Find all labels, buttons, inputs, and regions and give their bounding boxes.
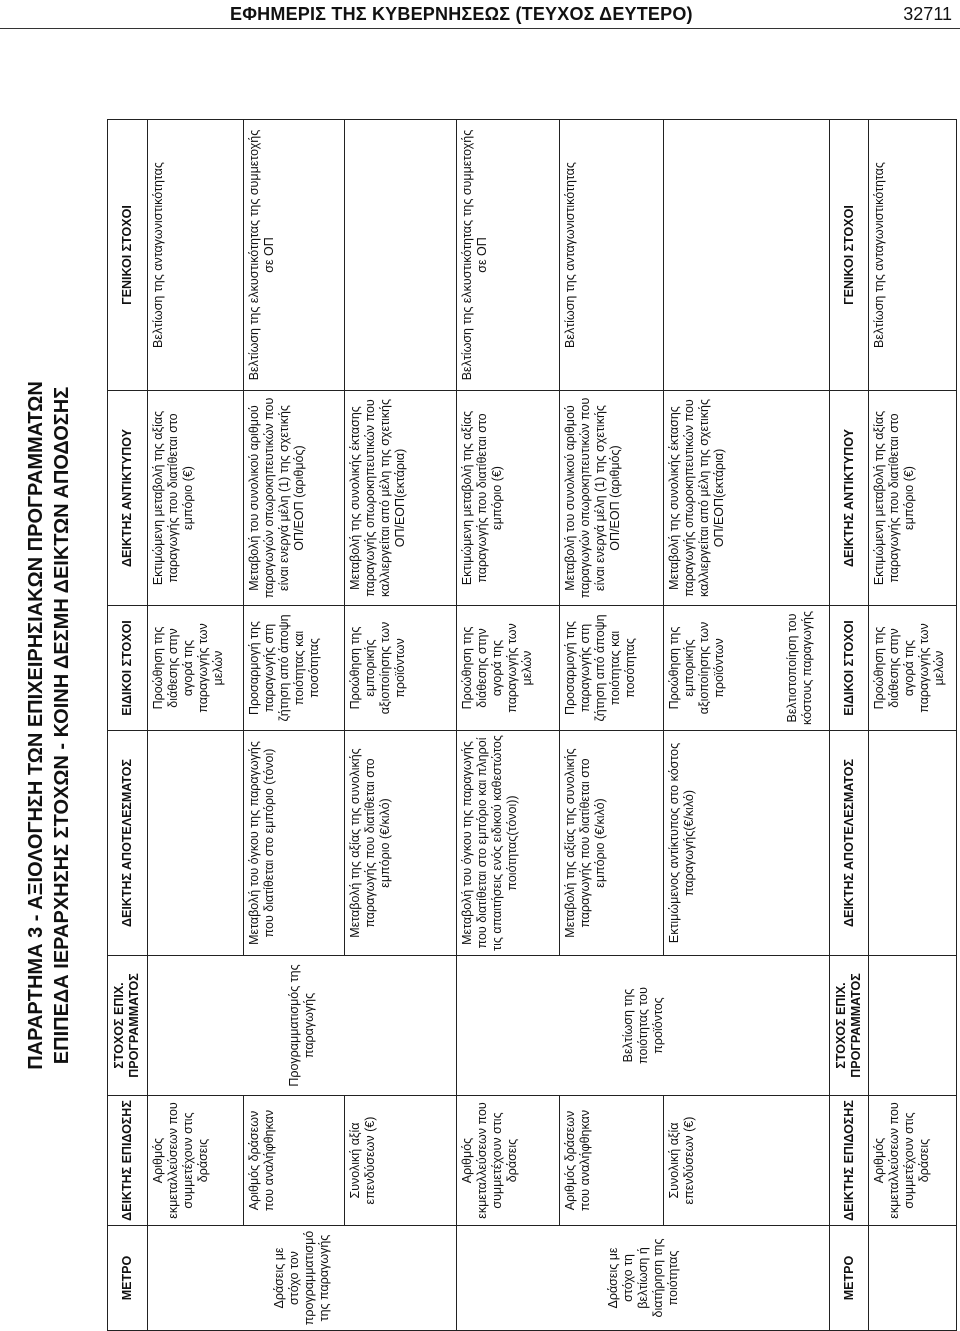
apotelesma-cell: Μεταβολή του όγκου της παραγωγής που διατίθεται στο εμπόριο (τόνοι): [243, 731, 344, 956]
col-header-deiktis-apotelesmatos: ΔΕΙΚΤΗΣ ΑΠΟΤΕΛΕΣΜΑΤΟΣ: [829, 731, 869, 956]
col-header-deiktis-apotelesmatos: ΔΕΙΚΤΗΣ ΑΠΟΤΕΛΕΣΜΑΤΟΣ: [108, 731, 148, 956]
col-header-genikoi-stoxoi: ΓΕΝΙΚΟΙ ΣΤΟΧΟΙ: [829, 120, 869, 391]
apotelesma-cell: [869, 731, 957, 956]
deiktis-epidosis-cell: Αριθμός εκμεταλλεύσεων που συμμετέχουν στις δράσεις: [147, 1096, 243, 1226]
eidikoi-stoxoi-cell: Προώθηση της εμπορικής αξιοποίησης των προϊόντων: [345, 606, 457, 731]
table-row: [243, 120, 344, 1331]
annex-title: [3, 120, 103, 1331]
indicators-table: [107, 119, 957, 1331]
col-header-metro: ΜΕΤΡΟ: [108, 1226, 148, 1331]
apotelesma-cell: Μεταβολή της αξίας της συνολικής παραγωγής που διατίθεται στο εμπόριο (€/κιλό): [559, 731, 664, 956]
stoxos-cell: Βελτίωση της ποιότητας του προϊόντος: [457, 956, 830, 1096]
genikoi-stoxoi-cell: Βελτίωση της ελκυστικότητας της συμμετοχής σε ΟΠ: [457, 120, 560, 391]
apotelesma-cell: Μεταβολή του όγκου της παραγωγής που διατίθεται στο εμπόριο και πληροί τις απαιτήσεις ενός ειδικού καθεστώτος ποιότητας(τόνοι)): [457, 731, 560, 956]
antiktypos-cell: Εκτιμώμενη μεταβολή της αξίας παραγωγής που διατίθεται στο εμπόριο (€): [869, 391, 957, 606]
antiktypos-cell: Εκτιμώμενη μεταβολή της αξίας παραγωγής που διατίθεται στο εμπόριο (€): [457, 391, 560, 606]
metro-cell: Δράσεις με στόχο τον προγραμματισμό της παραγωγής: [147, 1226, 457, 1331]
eidikoi-stoxoi-extra-text: Βελτιστοποίηση του κόστους παραγωγής: [785, 610, 815, 726]
table-header-row-repeat: [829, 120, 869, 1331]
eidikoi-stoxoi-cell: Προώθηση της διάθεσης στην αγορά της παραγωγής των μελών: [147, 606, 243, 731]
eidikoi-stoxoi-cell: [664, 606, 830, 731]
stoxos-cell: [869, 956, 957, 1096]
table-header-row: [108, 120, 148, 1331]
page-header: [0, 0, 960, 30]
antiktypos-cell: Μεταβολή της συνολικής έκτασης παραγωγής οπωροκηπευτικών που καλλιεργείται από μέλη της σχετικής ΟΠ/ΕΟΠ(εκτάρια): [345, 391, 457, 606]
genikoi-stoxoi-cell: Βελτίωση της ανταγωνιστικότητας: [147, 120, 243, 391]
table-row: [664, 120, 830, 1331]
deiktis-epidosis-cell: Συνολική αξία επενδύσεων (€): [345, 1096, 457, 1226]
table-row: [869, 120, 957, 1331]
genikoi-stoxoi-cell: Βελτίωση της ανταγωνιστικότητας: [559, 120, 664, 391]
deiktis-epidosis-cell: Αριθμός δράσεων που αναλήφθηκαν: [243, 1096, 344, 1226]
col-header-deiktis-antiktypou: ΔΕΙΚΤΗΣ ΑΝΤΙΚΤΥΠΟΥ: [108, 391, 148, 606]
annex-title-line-2: ΕΠΙΠΕΔΑ ΙΕΡΑΡΧΗΣΗΣ ΣΤΟΧΩΝ - ΚΟΙΝΗ ΔΕΣΜΗ ΔΕΙΚΤΩΝ ΑΠΟΔΟΣΗΣ: [51, 386, 73, 1065]
table-row: [345, 120, 457, 1331]
deiktis-epidosis-cell: Συνολική αξία επενδύσεων (€): [664, 1096, 830, 1226]
col-header-genikoi-stoxoi: ΓΕΝΙΚΟΙ ΣΤΟΧΟΙ: [108, 120, 148, 391]
col-header-deiktis-epidosis: ΔΕΙΚΤΗΣ ΕΠΙΔΟΣΗΣ: [108, 1096, 148, 1226]
header-rule: [0, 28, 960, 29]
table-row: [457, 120, 560, 1331]
genikoi-stoxoi-cell: Βελτίωση της ελκυστικότητας της συμμετοχής σε ΟΠ: [243, 120, 344, 391]
col-header-stoxos: ΣΤΟΧΟΣ ΕΠΙΧ. ΠΡΟΓΡΑΜΜΑΤΟΣ: [829, 956, 869, 1096]
col-header-metro: ΜΕΤΡΟ: [829, 1226, 869, 1331]
eidikoi-stoxoi-cell: Προσαρμογή της παραγωγής στη ζήτηση από άποψη ποιότητας και ποσότητας: [243, 606, 344, 731]
genikoi-stoxoi-cell: [664, 120, 830, 391]
col-header-stoxos: ΣΤΟΧΟΣ ΕΠΙΧ. ΠΡΟΓΡΑΜΜΑΤΟΣ: [108, 956, 148, 1096]
col-header-eidikoi-stoxoi: ΕΙΔΙΚΟΙ ΣΤΟΧΟΙ: [829, 606, 869, 731]
apotelesma-cell: Μεταβολή της αξίας της συνολικής παραγωγής που διατίθεται στο εμπόριο (€/κιλό): [345, 731, 457, 956]
page-number: 32711: [903, 4, 952, 24]
deiktis-epidosis-cell: Αριθμός εκμεταλλεύσεων που συμμετέχουν στις δράσεις: [869, 1096, 957, 1226]
col-header-eidikoi-stoxoi: ΕΙΔΙΚΟΙ ΣΤΟΧΟΙ: [108, 606, 148, 731]
antiktypos-cell: Εκτιμώμενη μεταβολή της αξίας παραγωγής που διατίθεται στο εμπόριο (€): [147, 391, 243, 606]
eidikoi-stoxoi-cell: Προσαρμογή της παραγωγής στη ζήτηση από άποψη ποιότητας και ποσότητας: [559, 606, 664, 731]
deiktis-epidosis-cell: Αριθμός δράσεων που αναλήφθηκαν: [559, 1096, 664, 1226]
antiktypos-cell: Μεταβολή του συνολικού αριθμού παραγωγών οπωροκηπευτικών που είναι ενεργά μέλη (1) της σχετικής ΟΠ/ΕΟΠ (αριθμός): [559, 391, 664, 606]
table-row: [559, 120, 664, 1331]
antiktypos-cell: Μεταβολή της συνολικής έκτασης παραγωγής οπωροκηπευτικών που καλλιεργείται από μέλη της σχετικής ΟΠ/ΕΟΠ(εκτάρια): [664, 391, 830, 606]
apotelesma-cell: Εκτιμώμενος αντίκτυπος στο κόστος παραγωγής(€/κιλό): [664, 731, 830, 956]
table-row: [147, 120, 243, 1331]
stoxos-cell: Προγραμματισμός της παραγωγής: [147, 956, 457, 1096]
eidikoi-stoxoi-text: Προώθηση της εμπορικής αξιοποίησης των προϊόντων: [667, 621, 727, 715]
col-header-deiktis-antiktypou: ΔΕΙΚΤΗΣ ΑΝΤΙΚΤΥΠΟΥ: [829, 391, 869, 606]
eidikoi-stoxoi-cell: Προώθηση της διάθεσης στην αγορά της παραγωγής των μελών: [457, 606, 560, 731]
metro-cell: [869, 1226, 957, 1331]
annex-title-line-1: ΠΑΡΑΡΤΗΜΑ 3 - ΑΞΙΟΛΟΓΗΣΗ ΤΩΝ ΕΠΙΧΕΙΡΗΣΙΑΚΩΝ ΠΡΟΓΡΑΜΜΑΤΩΝ: [25, 381, 47, 1070]
deiktis-epidosis-cell: Αριθμός εκμεταλλεύσεων που συμμετέχουν στις δράσεις: [457, 1096, 560, 1226]
eidikoi-stoxoi-cell: Προώθηση της διάθεσης στην αγορά της παραγωγής των μελών: [869, 606, 957, 731]
genikoi-stoxoi-cell: Βελτίωση της ανταγωνιστικότητας: [869, 120, 957, 391]
apotelesma-cell: [147, 731, 243, 956]
col-header-deiktis-epidosis: ΔΕΙΚΤΗΣ ΕΠΙΔΟΣΗΣ: [829, 1096, 869, 1226]
gazette-title: ΕΦΗΜΕΡΙΣ ΤΗΣ ΚΥΒΕΡΝΗΣΕΩΣ (ΤΕΥΧΟΣ ΔΕΥΤΕΡΟ): [230, 4, 693, 24]
metro-cell: Δράσεις με στόχο τη βελτίωση ή διατήρηση της ποιότητας: [457, 1226, 830, 1331]
rotated-annex-table: [25, 120, 957, 1331]
antiktypos-cell: Μεταβολή του συνολικού αριθμού παραγωγών οπωροκηπευτικών που είναι ενεργά μέλη (1) της σχετικής ΟΠ/ΕΟΠ (αριθμός): [243, 391, 344, 606]
genikoi-stoxoi-cell: [345, 120, 457, 391]
